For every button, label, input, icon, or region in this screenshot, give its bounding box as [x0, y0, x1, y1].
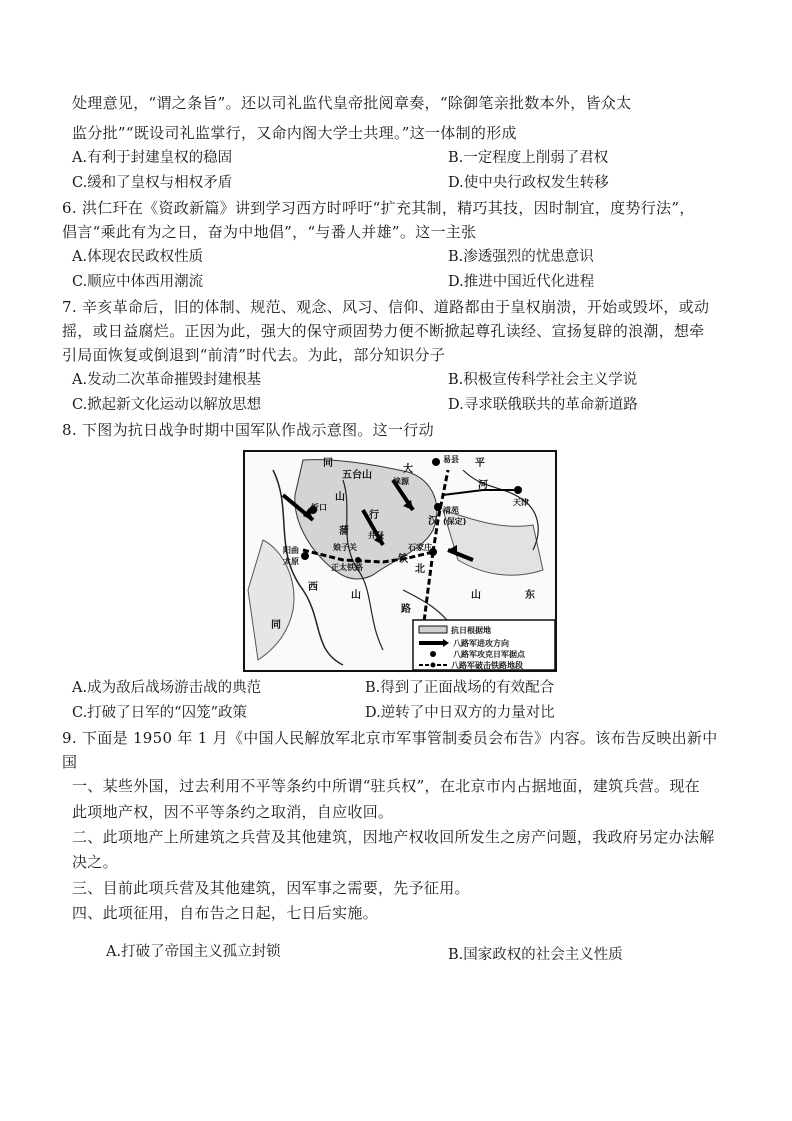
- q7-option-d[interactable]: D.寻求联俄联共的革命新道路: [448, 397, 638, 413]
- map-label-niangziguan: 娘子关: [333, 543, 357, 552]
- q8-option-b[interactable]: B.得到了正面战场的有效配合: [365, 680, 555, 696]
- map-label-tie: 铁: [398, 554, 408, 565]
- q7-stem-line-2: 摇，或日益腐烂。正因为此，强大的保守顽固势力便不断掀起尊孔读经、宣扬复辟的浪潮，想牵: [62, 322, 705, 340]
- q6-option-a[interactable]: A.体现农民政权性质: [72, 249, 204, 265]
- map-label-han: 汉: [428, 516, 438, 527]
- q6-stem-line-1: 6. 洪仁玕在《资政新篇》讲到学习西方时呼吁“扩充其制，精巧其技，因时制宜，度势行法”，: [62, 199, 695, 217]
- q9-stem-line-2: 国: [62, 753, 78, 771]
- map-label-shan: 山: [335, 492, 345, 503]
- q7-stem-line-3: 引局面恢复或倒退到“前清”时代去。为此，部分知识分子: [62, 346, 446, 364]
- map-label-xi: 西: [308, 582, 318, 593]
- q7-option-b[interactable]: B.积极宣传科学社会主义学说: [448, 372, 638, 388]
- q9-paragraph-1b: 此项地产权，因不平等条约之取消，自应收回。: [72, 803, 394, 821]
- q5-option-a[interactable]: A.有利于封建皇权的稳固: [72, 150, 233, 166]
- q6-stem-line-2: 倡言“乘此有为之日，奋为中地倡”，“与番人并雄”。这一主张: [62, 223, 477, 241]
- map-label-lu: 路: [401, 604, 411, 615]
- map-label-zhengtai: 正太铁路: [331, 563, 363, 572]
- battle-map: [243, 450, 557, 672]
- q7-option-c[interactable]: C.掀起新文化运动以解放思想: [72, 397, 262, 413]
- q9-paragraph-2b: 决之。: [72, 853, 118, 871]
- legend-base: 抗日根据地: [451, 626, 491, 635]
- map-label-tong: 同: [323, 458, 333, 469]
- map-label-baoding: (保定): [443, 517, 467, 526]
- q9-paragraph-3: 三、目前此项兵营及其他建筑，因军事之需要，先予征用。: [72, 879, 470, 897]
- map-label-laiyuan: 涞源: [393, 477, 409, 486]
- q9-paragraph-2a: 二、此项地产上所建筑之兵营及其他建筑，因地产权收回所发生之房产问题，我政府另定办法解: [72, 828, 715, 846]
- q9-option-b[interactable]: B.国家政权的社会主义性质: [448, 947, 623, 963]
- q8-stem: 8. 下图为抗日战争时期中国军队作战示意图。这一行动: [62, 421, 434, 439]
- q9-option-a[interactable]: A.打破了帝国主义孤立封锁: [106, 944, 281, 960]
- q6-option-b[interactable]: B.渗透强烈的忧患意识: [448, 249, 594, 265]
- map-label-wutaishan: 五台山: [342, 470, 372, 481]
- q8-option-a[interactable]: A.成为敌后战场游击战的典范: [72, 680, 262, 696]
- map-label-bei: 北: [415, 564, 425, 575]
- legend-rail: 八路军破击铁路地段: [451, 661, 523, 670]
- map-label-taiyuan: 太原: [283, 557, 299, 566]
- map-label-qingyuan: 清苑: [443, 506, 459, 515]
- map-legend: [413, 620, 555, 670]
- q5-option-d[interactable]: D.使中央行政权发生转移: [448, 175, 609, 191]
- map-label-shijiazhuang: 石家庄: [408, 543, 432, 552]
- q8-option-d[interactable]: D.逆转了中日双方的力量对比: [365, 705, 555, 721]
- map-label-he: 河: [478, 480, 488, 491]
- q9-paragraph-4: 四、此项征用，自布告之日起，七日后实施。: [72, 904, 379, 922]
- q8-option-c[interactable]: C.打破了日军的“囚笼”政策: [72, 705, 248, 721]
- q5-text-line-2: 监分批”“既设司礼监掌行，又命内阁大学士共理。”这一体制的形成: [72, 124, 517, 142]
- map-label-shan3: 山: [471, 590, 481, 601]
- map-label-dong: 东: [525, 590, 535, 601]
- map-label-tong2: 同: [271, 620, 281, 631]
- map-label-pu: 蒲: [339, 526, 349, 537]
- legend-stronghold: 八路军攻克日军据点: [453, 650, 525, 659]
- map-label-yixian: 易县: [443, 455, 459, 464]
- map-label-hang: 行: [369, 510, 379, 521]
- legend-attack: 八路军进攻方向: [453, 639, 509, 648]
- q6-option-d[interactable]: D.推进中国近代化进程: [448, 274, 595, 290]
- map-label-jinglu: 井陉: [368, 531, 384, 540]
- map-label-shan2: 山: [351, 590, 361, 601]
- q9-stem-line-1: 9. 下面是 1950 年 1 月《中国人民解放军北京市军事管制委员会布告》内容。该布告反映出新中: [62, 729, 718, 747]
- map-label-xinkou: 忻口: [311, 503, 327, 512]
- map-label-yangqu: 阳曲: [283, 546, 299, 555]
- battle-map-svg: [243, 450, 557, 672]
- q5-option-b[interactable]: B.一定程度上削弱了君权: [448, 150, 609, 166]
- q9-paragraph-1a: 一、某些外国，过去利用不平等条约中所谓“驻兵权”，在北京市内占据地面，建筑兵营。现在: [72, 777, 700, 795]
- q5-text-line-1: 处理意见，“谓之条旨”。还以司礼监代皇帝批阅章奏，“除御笔亲批数本外，皆众太: [72, 94, 632, 112]
- map-label-da: 大: [403, 464, 413, 475]
- q5-option-c[interactable]: C.缓和了皇权与相权矛盾: [72, 175, 233, 191]
- map-label-tianjin: 天津: [513, 498, 529, 507]
- map-label-ping: 平: [475, 458, 485, 469]
- q6-option-c[interactable]: C.顺应中体西用潮流: [72, 274, 204, 290]
- q7-option-a[interactable]: A.发动二次革命摧毁封建根基: [72, 372, 262, 388]
- q7-stem-line-1: 7. 辛亥革命后，旧的体制、规范、观念、风习、信仰、道路都由于皇权崩溃，开始或毁坏，或动: [62, 298, 710, 316]
